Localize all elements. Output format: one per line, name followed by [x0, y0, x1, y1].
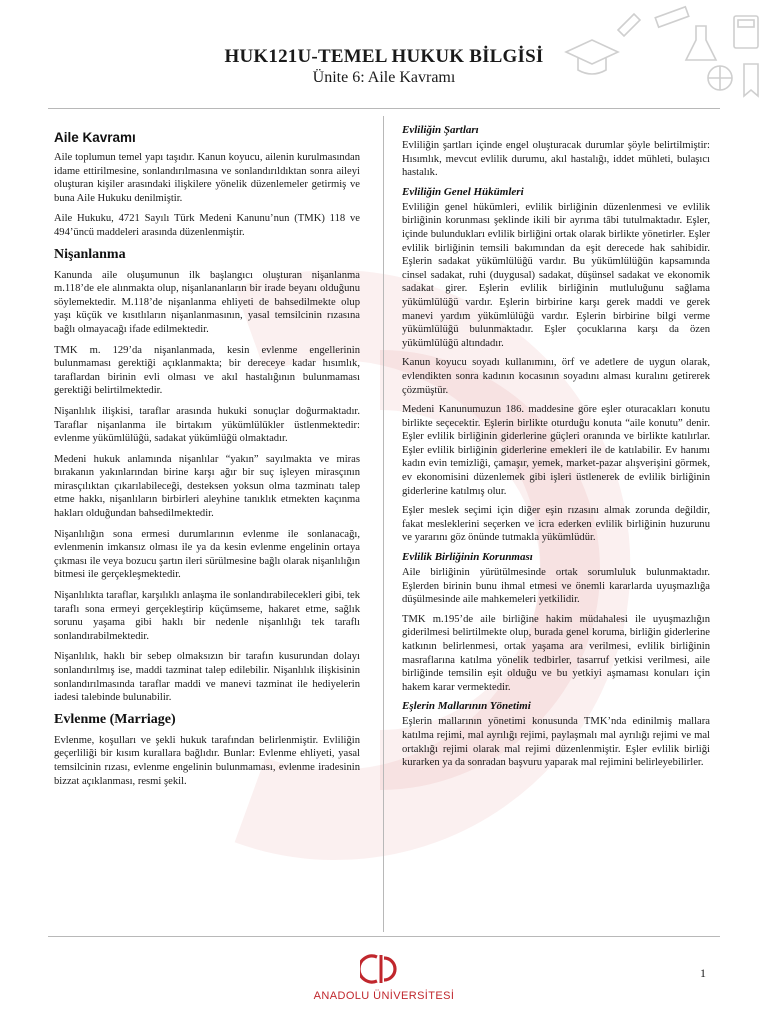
subheading-evliligin-sartlari: Evliliğin Şartları [402, 124, 479, 136]
paragraph: Aile toplumun temel yapı taşıdır. Kanun koyucu, ailenin kurulmasından idame ettirilmesine, sonlandırılmasına ve sonlandırıldıktan sonra aileyi oluşturan kişiler arasındaki ilişkilere yönelik düzenlemeler getirmiş ve buna Aile Hukuku denilmiştir. [54, 152, 360, 204]
paragraph: Aile birliğinin yürütülmesinde ortak sorumluluk bulunmaktadır. Eşlerden birinin bunu ihmal etmesi ve önemli kararlarda uyuşmazlığa düşülmesinde aile mahkemeleri yetkilidir. [402, 567, 710, 606]
pencil-icon [618, 14, 640, 36]
section-heading-evlenme: Evlenme (Marriage) [54, 711, 176, 727]
column-divider [383, 116, 384, 932]
header-divider [48, 108, 720, 109]
university-name: ANADOLU ÜNİVERSİTESİ [313, 990, 455, 1002]
paragraph: Evlenme, koşulları ve şekli hukuk tarafından belirlenmiştir. Evliliğin geçerliliği bir kısım kurallara bağlıdır. Bunlar: Evlenme ehliyeti, yasal temsilcinin rızası, evlenme engelinin bulunmaması, evlenme iradesinin bizzat açıklanması, resmi şekil. [54, 734, 360, 787]
anadolu-university-logo-icon [360, 952, 406, 986]
paragraph: Kanun koyucu soyadı kullanımını, örf ve adetlere de uygun olarak, evlendikten sonra kadının kocasının soyadını alması kuralını getirerek çözmüştür. [402, 357, 710, 396]
paragraph: Aile Hukuku, 4721 Sayılı Türk Medeni Kanunu’nun (TMK) 118 ve 494’üncü maddeleri arasında düzenlenmiştir. [54, 213, 360, 238]
page-number: 1 [700, 966, 706, 980]
paragraph: Eşlerin mallarının yönetimi konusunda TMK’nda edinilmiş mallara katılma rejimi, mal ayrılığı rejimi, paylaşmalı mal ayrılığı rejimi ve mal ortaklığı rejimi olarak mal rejimi düzenlenmiştir. Eşler evlilik birliği kurarken ya da sonradan başvuru yaparak mal rejimini belirleyebilirler. [402, 716, 710, 769]
subheading-korunmasi: Evlilik Birliğinin Korunması [402, 551, 533, 564]
paragraph: Nişanlılık ilişkisi, taraflar arasında hukuki sonuçlar doğurmaktadır. Taraflar nişanlanma ile birtakım yükümlülükler üstlenmektedir: evlenme yükümlülüğü, sadakat yükümlüğü olmaktadır. [54, 405, 360, 445]
course-title: HUK121U-TEMEL HUKUK BİLGİSİ [224, 46, 544, 67]
paragraph: Nişanlılığın sona ermesi durumlarının evlenme ile sonlanacağı, evlenmenin imkansız olması ile ya da kesin evlenme engelinin ortaya çıkması ile veya bozucu şartın ileri sürülmesine bağlı olarak nişanlılığın bitmesi ile gerçekleşmektedir. [54, 528, 360, 581]
ruler-icon [655, 7, 688, 27]
document-header [0, 46, 768, 87]
paragraph: Nişanlılık, haklı bir sebep olmaksızın bir tarafın kusurundan dolayı sonlandırılmış ise, maddi tazminat talep edilebilir. Nişanlılık ilişkisinin sonlandırılmasında taraflar maddi ve manevi tazminat ile hediyelerin iadesi talebinde bulunabilir. [54, 651, 360, 704]
section-heading-nisanlanma: Nişanlanma [54, 246, 126, 262]
unit-title: Ünite 6: Aile Kavramı [312, 69, 456, 86]
paragraph: Kanunda aile oluşumunun ilk başlangıcı oluşturan nişanlanma m.118’de ele alınmakta olup, nişanlananların bir irade beyanı olduğunu söylemektedir. M.118’de nişanlanma ehliyeti de bahsedilmekte olup yaşı küçük ve kısıtlıların nişanlanmasının, yasal temsilcinin rızasına bağlı olmayacağı ifade edilmektedir. [54, 269, 360, 335]
right-column [402, 122, 710, 776]
left-column [54, 126, 360, 795]
paragraph: Evliliğin şartları içinde engel oluşturacak durumlar şöyle belirtilmiştir: Hısımlık, mevcut evlilik durumu, akıl hastalığı, iddet mühleti, bulaşıcı hastalık. [402, 140, 710, 179]
paragraph: Nişanlılıkta taraflar, karşılıklı anlaşma ile sonlandırabilecekleri gibi, tek taraflı sona ermeyi gerçekleştirip küçümseme, hakaret etme, sağlık sorunu yaşama gibi haklı bir nedenle nişanlılığı tek taraflı sonlandırabilmektedir. [54, 590, 360, 642]
subheading-mallarinin-yonetimi: Eşlerin Mallarının Yönetimi [402, 700, 531, 713]
paragraph: Medeni Kanunumuzun 186. maddesine göre eşler oturacakları konutu birlikte seçecektir. Eşlerin birlikte oturduğu konuta “aile konutu” denir. Eşler evlilik birliğinin giderlerine güçleri oranında ve birlikte katılırlar. Eşler evlilik birliğinin giderlerine emekleri ile de katılabilir. Ev hanımı kadın evin temizliği, çamaşır, yemek, market-pazar alışverişini görmek, ev ekonomisini düzenlemek gibi işleri üstlenerek de evlilik birliğinin giderlerine katılmış olur. [402, 404, 710, 497]
paragraph: Eşler meslek seçimi için diğer eşin rızasını almak zorunda değildir, fakat mesleklerini seçerken ve icra ederken evlilik birliğinin huzurunu ve yararını göz önünde tutmakla yükümlüdür. [402, 505, 710, 544]
paragraph: TMK m.195’de aile birliğine hakim müdahalesi ile uyuşmazlığın giderilmesi belirtilmekte olup, burada genel koruma, birliğin giderlerine katkının belirlenmesi, ortak yaşama ara verilmesi, evlilik birliğinin masraflarına katılma yönelik tedbirler, tasarruf yetkisi verilmesi, aile birliğinde temsilin eşit olduğu ve bu yetkiyi aşmaması konuları için hakem karar vermektedir. [402, 613, 710, 693]
section-heading-aile-kavrami: Aile Kavramı [54, 130, 136, 145]
paragraph: Medeni hukuk anlamında nişanlılar “yakın” sayılmakta ve miras bırakanın yakınlarından birine karşı ağır bir suç işleyen mirasçının mirasçılıktan çıkarılabileceği, desteksen yoksun olma tazminatı talep etme hakkı, nişanlıların birbirleri aleyhine tanıklık etmekten kaçınma hakları olduğundan bahsedilmektedir. [54, 453, 360, 520]
paragraph: Evliliğin genel hükümleri, evlilik birliğinin düzenlenmesi ve evlilik birliğinin korunması şeklinde ikili bir ayrıma tâbi tutulmaktadır. Eşler, içinde bulundukları evlilik birliğini ortak olarak birlikte yönetirler. Eşler evlilik birliğinin temsili bakımından da eşit derecede hak sahibidir. Eşlerin sadakat yükümlülüğü vardır. Bu yükümlülüğün kapsamında cinsel sadakat, ruhi (duygusal) sadakat, düşünsel sadakat ve ekonomik sadakat girer. Eşlerin evlilik birliğinin mutluluğunu sağlama yükümlülüğü vardır. Eşlerin birbirine karşı gerek maddi ve gerek manevi yardım yükümlülüğü vardır. Eşlerin birbirine bilgi verme yükümlülüğü bulunmaktadır. Eşler çocuklarına karşı da özen yükümlülüğü altındadır. [402, 201, 710, 349]
footer-divider [48, 936, 720, 937]
calculator-icon [734, 16, 758, 48]
paragraph: TMK m. 129’da nişanlanmada, kesin evlenme engellerinin bulunmaması gerektiği açıklanmakta; bir dereceye kadar hısımlık, taraflardan birinin evli olması ve akıl hastalığının bulunmaması gerektiği belirtilmektedir. [54, 344, 360, 397]
subheading-genel-hukumler: Evliliğin Genel Hükümleri [402, 185, 524, 198]
